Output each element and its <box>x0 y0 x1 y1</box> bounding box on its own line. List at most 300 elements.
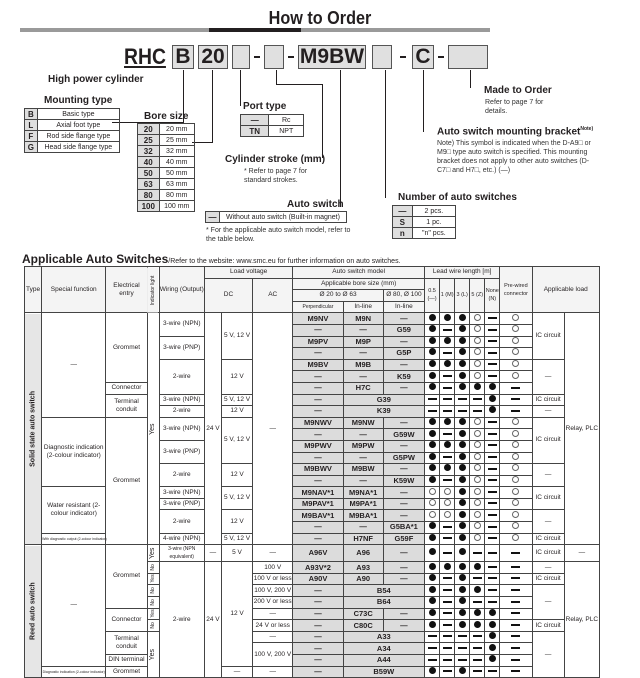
availability-cell <box>455 522 470 534</box>
model-perpendicular: — <box>293 348 343 360</box>
model-perpendicular: A93V*2 <box>293 562 343 574</box>
open-circle-icon <box>444 511 451 518</box>
dc: 12 V <box>221 359 252 394</box>
mounting-code: G <box>25 142 38 153</box>
table-subtitle: /Refer to the website: www.smc.eu for further information on auto switches. <box>168 258 401 265</box>
dc: 5 V, 12 V <box>221 533 252 545</box>
header-special: Special function <box>42 267 106 313</box>
open-circle-icon <box>444 499 451 506</box>
filled-circle-icon <box>459 488 466 495</box>
dash-icon <box>473 398 482 400</box>
availability-cell <box>440 440 455 452</box>
availability-cell <box>470 336 485 348</box>
availability-cell <box>485 382 500 394</box>
model-inline: M9BA*1 <box>343 510 383 522</box>
ac: 100 V or less <box>253 573 293 585</box>
filled-circle-icon <box>459 574 466 581</box>
open-circle-icon <box>474 348 481 355</box>
wiring: 3-wire (PNP) <box>159 498 204 510</box>
load2: — <box>564 545 599 562</box>
special: — <box>42 313 106 417</box>
leader <box>212 70 213 142</box>
model-perpendicular: — <box>293 655 343 667</box>
filled-circle-icon <box>459 453 466 460</box>
availability-cell <box>440 608 455 620</box>
dash-icon <box>488 352 497 354</box>
bore-code: 25 <box>138 135 160 146</box>
open-circle-icon <box>429 488 436 495</box>
label-port: Port type <box>243 101 287 112</box>
special: With diagnostic output (2-colour indicator) <box>42 533 106 545</box>
model-perpendicular: M9BAV*1 <box>293 510 343 522</box>
filled-circle-icon <box>489 644 496 651</box>
availability-cell <box>500 348 532 360</box>
open-circle-icon <box>512 522 519 529</box>
model-inline: M9B <box>343 359 383 371</box>
availability-cell <box>500 608 532 620</box>
availability-cell <box>500 324 532 336</box>
availability-cell <box>500 487 532 499</box>
dash-icon <box>488 329 497 331</box>
availability-cell <box>470 545 485 562</box>
ac: — <box>253 545 293 562</box>
availability-cell <box>485 562 500 574</box>
availability-cell <box>425 475 440 487</box>
header-wiring: Wiring (Output) <box>159 267 204 313</box>
dash-icon <box>458 410 467 412</box>
availability-cell <box>425 336 440 348</box>
model-inline-large: — <box>383 382 424 394</box>
availability-cell <box>470 510 485 522</box>
availability-cell <box>455 475 470 487</box>
availability-cell <box>500 313 532 325</box>
availability-cell <box>470 655 485 667</box>
availability-cell <box>485 631 500 643</box>
filled-circle-icon <box>444 337 451 344</box>
mounting-desc: Rod side flange type <box>37 131 119 142</box>
filled-circle-icon <box>474 609 481 616</box>
dash-icon <box>488 444 497 446</box>
port-row <box>241 126 304 137</box>
bore-code: 20 <box>138 124 160 135</box>
label-stroke: Cylinder stroke (mm) <box>225 154 326 165</box>
label-bracket <box>437 126 593 137</box>
open-circle-icon <box>512 488 519 495</box>
num-code: — <box>393 206 413 217</box>
availability-cell <box>425 510 440 522</box>
model-inline: — <box>343 348 383 360</box>
bracket-note: Note) This symbol is indicated when the D-A9□ or M9□ type auto switch is specified. This mounting bracket does not apply to other auto switches (D-C7□ and H7□, etc.) (—) <box>437 140 591 174</box>
header-dc: DC <box>204 278 252 313</box>
dc: 12 V <box>221 406 252 418</box>
open-circle-icon <box>512 337 519 344</box>
availability-cell <box>455 643 470 655</box>
availability-cell <box>500 562 532 574</box>
model-inline: C73C <box>343 608 383 620</box>
open-circle-icon <box>474 511 481 518</box>
filled-circle-icon <box>429 314 436 321</box>
load: IC circuit <box>532 573 564 585</box>
num-table <box>392 205 456 239</box>
num-row <box>393 228 456 239</box>
wiring: 3-wire (NPN) <box>159 394 204 406</box>
leader <box>423 70 424 132</box>
dash-icon <box>443 601 452 603</box>
dc24: — <box>204 545 221 562</box>
code-mto <box>448 45 488 69</box>
filled-circle-icon <box>474 383 481 390</box>
dash-icon <box>443 410 452 412</box>
availability-cell <box>500 429 532 441</box>
availability-cell <box>425 464 440 476</box>
availability-cell <box>455 573 470 585</box>
availability-cell <box>485 573 500 585</box>
availability-cell <box>455 545 470 562</box>
availability-cell <box>455 429 470 441</box>
model-inline-large: G5P <box>383 348 424 360</box>
open-circle-icon <box>474 476 481 483</box>
model-perpendicular: A96V <box>293 545 343 562</box>
entry: Grommet <box>106 417 147 545</box>
model-perpendicular: — <box>293 475 343 487</box>
dash-icon <box>488 566 497 568</box>
model-inline: M9PW <box>343 440 383 452</box>
header-bore: Applicable bore size (mm) <box>293 278 425 290</box>
filled-circle-icon <box>459 441 466 448</box>
model-inline-large: G59 <box>383 324 424 336</box>
availability-cell <box>500 475 532 487</box>
availability-cell <box>500 522 532 534</box>
mounting-row <box>25 142 120 153</box>
dc: 12 V <box>221 510 252 533</box>
indicator: Yes <box>147 573 159 585</box>
availability-cell <box>500 573 532 585</box>
model-perpendicular: — <box>293 406 343 418</box>
bore-desc: 20 mm <box>159 124 195 135</box>
code-switch: M9BW <box>299 45 365 68</box>
bore-code: 100 <box>138 201 160 212</box>
model-inline: K39 <box>343 406 424 418</box>
availability-cell <box>470 429 485 441</box>
model-perpendicular: — <box>293 585 343 597</box>
open-circle-icon <box>474 441 481 448</box>
availability-cell <box>470 498 485 510</box>
dash-icon <box>488 340 497 342</box>
filled-circle-icon <box>459 314 466 321</box>
availability-cell <box>470 666 485 678</box>
availability-cell <box>455 620 470 632</box>
availability-cell <box>470 620 485 632</box>
availability-cell <box>455 655 470 667</box>
availability-cell <box>455 498 470 510</box>
ac: 100 V, 200 V <box>253 643 293 666</box>
availability-cell <box>500 631 532 643</box>
leader <box>276 84 322 85</box>
leader <box>240 70 241 106</box>
table-row <box>25 545 600 562</box>
model-inline: M9P <box>343 336 383 348</box>
code-num <box>372 45 392 69</box>
availability-cell <box>470 440 485 452</box>
availability-cell <box>485 475 500 487</box>
header-lead: Lead wire length [m] <box>425 267 500 279</box>
availability-cell <box>440 573 455 585</box>
availability-cell <box>485 545 500 562</box>
load2: Relay, PLC <box>564 562 599 678</box>
availability-cell <box>500 382 532 394</box>
availability-cell <box>440 655 455 667</box>
availability-cell <box>470 313 485 325</box>
bore-desc: 50 mm <box>159 168 195 179</box>
dash-icon <box>488 363 497 365</box>
special: Diagnostic indication (2-colour indicator) <box>42 666 106 678</box>
leader <box>276 70 277 84</box>
wiring: 3-wire (NPN equivalent) <box>159 545 204 562</box>
wiring: 2-wire <box>159 406 204 418</box>
code-dash <box>288 56 294 58</box>
availability-cell <box>425 522 440 534</box>
bore-code: 63 <box>138 179 160 190</box>
filled-circle-icon <box>459 476 466 483</box>
open-circle-icon <box>512 348 519 355</box>
entry: Connector <box>106 608 147 631</box>
header-lead-l1: 1 (M) <box>440 278 455 313</box>
ac: — <box>253 666 293 678</box>
availability-cell <box>425 533 440 545</box>
header-row <box>25 267 600 279</box>
code-dash <box>438 56 444 58</box>
entry: DIN terminal <box>106 655 147 667</box>
availability-cell <box>470 324 485 336</box>
filled-circle-icon <box>459 609 466 616</box>
bore-code: 80 <box>138 190 160 201</box>
num-desc: 2 pcs. <box>412 206 455 217</box>
availability-cell <box>425 382 440 394</box>
availability-cell <box>485 666 500 678</box>
filled-circle-icon <box>429 360 436 367</box>
load: — <box>532 406 564 418</box>
availability-cell <box>440 562 455 574</box>
open-circle-icon <box>474 337 481 344</box>
filled-circle-icon <box>429 337 436 344</box>
availability-cell <box>425 429 440 441</box>
model-inline: A96 <box>343 545 383 562</box>
code-mount: B <box>172 45 194 69</box>
availability-cell <box>455 608 470 620</box>
wiring: 3-wire (PNP) <box>159 440 204 463</box>
mounting-table <box>24 108 120 153</box>
filled-circle-icon <box>429 667 436 674</box>
availability-cell <box>500 452 532 464</box>
availability-cell <box>455 359 470 371</box>
open-circle-icon <box>444 488 451 495</box>
model-inline: M9NA*1 <box>343 487 383 499</box>
mounting-code: F <box>25 131 38 142</box>
filled-circle-icon <box>429 430 436 437</box>
dash-icon <box>443 635 452 637</box>
table-row <box>25 666 600 678</box>
header-load: Applicable load <box>532 267 600 313</box>
dc: 5 V, 12 V <box>221 417 252 463</box>
availability-cell <box>455 406 470 418</box>
open-circle-icon <box>512 441 519 448</box>
dash-icon <box>488 514 497 516</box>
open-circle-icon <box>474 360 481 367</box>
dc: 5 V, 12 V <box>221 487 252 510</box>
dash-icon <box>443 526 452 528</box>
leader <box>322 84 323 158</box>
open-circle-icon <box>474 430 481 437</box>
port-desc: Rc <box>269 115 304 126</box>
bore-row <box>138 135 195 146</box>
availability-cell <box>455 348 470 360</box>
availability-cell <box>485 429 500 441</box>
model-perpendicular: M9NAV*1 <box>293 487 343 499</box>
availability-cell <box>425 440 440 452</box>
availability-cell <box>440 533 455 545</box>
availability-cell <box>455 336 470 348</box>
open-circle-icon <box>474 418 481 425</box>
dash-icon <box>488 589 497 591</box>
model-inline: M9BW <box>343 464 383 476</box>
model-perpendicular: — <box>293 394 343 406</box>
filled-circle-icon <box>459 464 466 471</box>
load: IC circuit <box>532 487 564 510</box>
dash-icon <box>511 410 520 412</box>
availability-cell <box>455 452 470 464</box>
load: — <box>532 359 564 394</box>
filled-circle-icon <box>429 586 436 593</box>
availability-cell <box>440 429 455 441</box>
availability-cell <box>425 585 440 597</box>
dash-icon <box>428 635 437 637</box>
num-code: S <box>393 217 413 228</box>
load: IC circuit <box>532 620 564 632</box>
leader <box>192 142 213 143</box>
model-inline-large: — <box>383 510 424 522</box>
availability-cell <box>500 406 532 418</box>
mounting-row <box>25 131 120 142</box>
filled-circle-icon <box>429 464 436 471</box>
availability-cell <box>455 666 470 678</box>
filled-circle-icon <box>459 337 466 344</box>
filled-circle-icon <box>489 632 496 639</box>
dash-icon <box>428 410 437 412</box>
model-perpendicular: M9BV <box>293 359 343 371</box>
availability-cell <box>470 562 485 574</box>
model-perpendicular: — <box>293 643 343 655</box>
model-inline-large: — <box>383 573 424 585</box>
availability-cell <box>425 348 440 360</box>
dash-icon <box>511 552 520 554</box>
dash-icon <box>488 479 497 481</box>
availability-cell <box>470 533 485 545</box>
availability-cell <box>440 348 455 360</box>
filled-circle-icon <box>459 418 466 425</box>
num-desc: "n" pcs. <box>412 228 455 239</box>
dash-icon <box>488 552 497 554</box>
availability-cell <box>500 417 532 429</box>
availability-cell <box>500 498 532 510</box>
special: Diagnostic indication (2-colour indicator) <box>42 417 106 487</box>
label-bore: Bore size <box>144 111 189 122</box>
header-inline: In-line <box>343 301 383 313</box>
entry: Connector <box>106 382 147 394</box>
open-circle-icon <box>512 499 519 506</box>
availability-cell <box>485 313 500 325</box>
model-inline: H7NF <box>343 533 383 545</box>
dash-icon <box>458 635 467 637</box>
ac: — <box>253 631 293 643</box>
filled-circle-icon <box>459 667 466 674</box>
dash-icon <box>473 601 482 603</box>
filled-circle-icon <box>444 441 451 448</box>
dash-icon <box>458 398 467 400</box>
availability-cell <box>440 464 455 476</box>
model-inline-large: — <box>383 487 424 499</box>
filled-circle-icon <box>459 597 466 604</box>
availability-cell <box>500 336 532 348</box>
availability-cell <box>485 522 500 534</box>
load: — <box>532 510 564 533</box>
model-inline-large: G59F <box>383 533 424 545</box>
load: IC circuit <box>532 313 564 359</box>
filled-circle-icon <box>459 534 466 541</box>
availability-cell <box>455 464 470 476</box>
dash-icon <box>443 552 452 554</box>
code-dash <box>400 56 406 58</box>
special: Water resistant (2-colour indicator) <box>42 487 106 533</box>
availability-cell <box>500 394 532 406</box>
indicator: No <box>147 585 159 597</box>
availability-cell <box>485 620 500 632</box>
load2: Relay, PLC <box>564 313 599 545</box>
dash-icon <box>511 398 520 400</box>
open-circle-icon <box>474 534 481 541</box>
filled-circle-icon <box>444 464 451 471</box>
model-perpendicular: — <box>293 608 343 620</box>
open-circle-icon <box>512 453 519 460</box>
table-row <box>25 608 600 620</box>
availability-cell <box>500 655 532 667</box>
availability-cell <box>470 382 485 394</box>
bore-desc: 100 mm <box>159 201 195 212</box>
availability-cell <box>440 475 455 487</box>
dash-icon <box>428 398 437 400</box>
header-bore-small: Ø 20 to Ø 63 <box>293 290 383 302</box>
model-perpendicular: M9PAV*1 <box>293 498 343 510</box>
table-row <box>25 655 600 667</box>
open-circle-icon <box>474 488 481 495</box>
model-inline-large: — <box>383 313 424 325</box>
mounting-desc: Head side flange type <box>37 142 119 153</box>
model-perpendicular: — <box>293 597 343 609</box>
mounting-desc: Basic type <box>37 109 119 120</box>
availability-cell <box>455 597 470 609</box>
availability-cell <box>440 620 455 632</box>
model-inline-large: — <box>383 417 424 429</box>
label-num: Number of auto switches <box>398 192 517 203</box>
open-circle-icon <box>512 418 519 425</box>
availability-cell <box>440 313 455 325</box>
model-inline: B59W <box>343 666 424 678</box>
dc24: 24 V <box>204 313 221 545</box>
availability-cell <box>425 417 440 429</box>
leader <box>385 70 386 198</box>
availability-cell <box>485 608 500 620</box>
bore-row <box>138 201 195 212</box>
model-inline-large: — <box>383 440 424 452</box>
